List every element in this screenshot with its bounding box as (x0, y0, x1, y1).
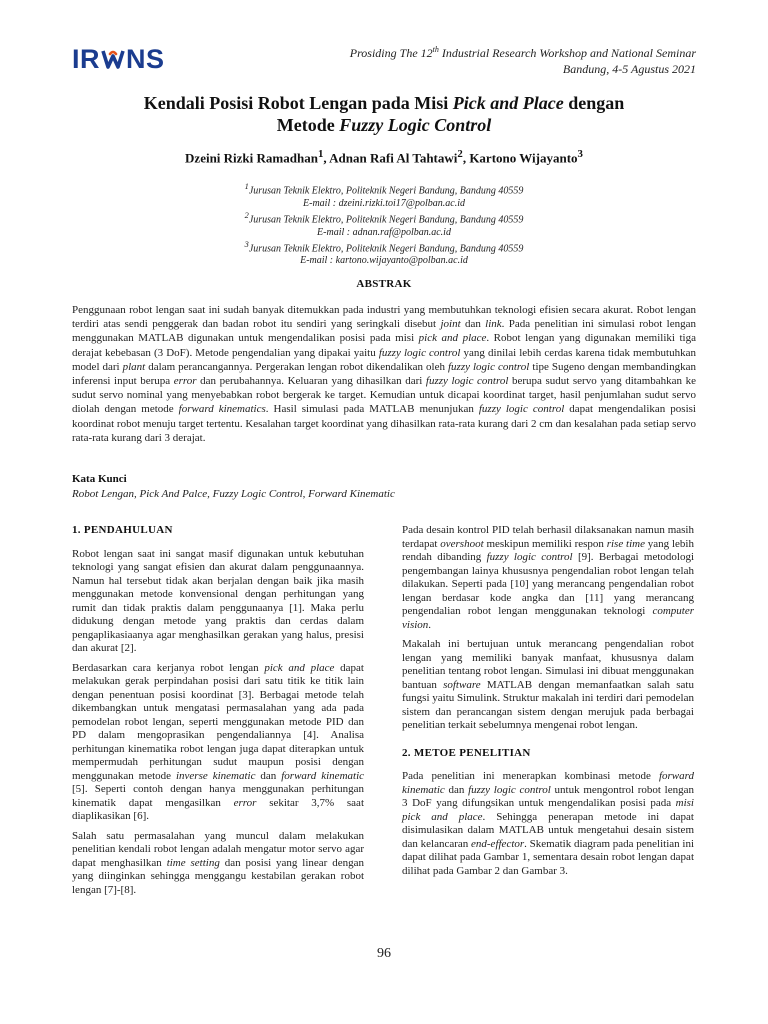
abstract-body: Penggunaan robot lengan saat ini sudah banyak ditemukkan pada industri yang membutuhkan teknologi efisien secara akurat. Robot lengan terdiri atas sendi penggerak dan badan robot itu sendiri yang seringkali disebut joint dan link. Pada penelitian ini simulasi robot lengan menggunakan MATLAB digunakan untuk mengendalikan posisi pada misi pick and place. Robot lengan yang digunakan memiliki tiga derajat kebebasan (3 DoF). Metode pengendalian yang dipakai yaitu fuzzy logic control yang dinilai lebih cerdas karena tidak membutuhkan model dari plant dalam perancangannya. Pergerakan lengan robot dikendalikan oleh fuzzy logic control tipe Sugeno dengan membandingkan inferensi input berupa error dan perubahannya. Keluaran yang dihasilkan dari fuzzy logic control berupa sudut servo yang ditambahkan ke sudut servo nominal yang menyebabkan robot bergerak ke target. Kemudian untuk dicapai koordinat target, hasil penjumlahan sudut servo diolah dengan metode forward kinematics. Hasil simulasi pada MATLAB menunjukan fuzzy logic control dapat mengendalikan posisi koordinat robot menuju target tertentu. Kesalahan target koordinat yang dihasilkan rata-rata kurang dari 2 cm dan kesalahan pada setiap servo rata-rata kurang dari 3 derajat. (72, 304, 696, 444)
author-list: Dzeini Rizki Ramadhan$^1$, Adnan Rafi Al Tahtawi$^2$, Kartono Wijayanto$^3$ (185, 148, 583, 166)
right-column (402, 524, 694, 884)
running-header (350, 42, 696, 77)
affiliations (60, 181, 708, 268)
affiliation-3: $^3$Jurusan Teknik Elektro, Politeknik Negeri Bandung, Bandung 40559 (244, 239, 524, 255)
affiliation-1-email: E-mail : dzeini.rizki.toi17@polban.ac.id (303, 197, 465, 209)
paragraph: Berdasarkan cara kerjanya robot lengan pick and place dapat melakukan gerak perpindahan posisi dari satu titik ke titik lain dengan penentuan posisi koordinat [3]. Berbagai metode telah dikembangkan untuk mengatasi permasalahan yang ada pada pemodelan robot lengan, seperti menggunakan metode PID dan PD dalam mengoprasikan pengendaliannya [4]. Analisa perhitungan kinematika robot lengan juga dapat diterapkan untuk mempermudah perhitungan sudut maupun posisi dengan menggunakan metode inverse kinematic dan forward kinematic [5]. Seperti contoh dengan hanya menggunakan perhitungan kinematik dapat mengasilkan error sekitar 3,7% saat diaplikasikan [6]. (72, 661, 365, 822)
running-header-line2: Bandung, 4-5 Agustus 2021 (562, 62, 696, 76)
abstract-heading: ABSTRAK (356, 278, 412, 290)
section-heading-metode: 2. METOE PENELITIAN (402, 746, 531, 759)
logo-emblem-icon (101, 47, 125, 71)
affiliation-3-email: E-mail : kartono.wijayanto@polban.ac.id (300, 255, 468, 267)
keywords-heading: Kata Kunci (72, 473, 127, 485)
paragraph: Salah satu permasalahan yang muncul dalam melakukan penelitian kendali robot lengan adalah mengatur motor servo agar dapat menghasilkan time setting dan posisi yang linear dengan yang diinginkan sehingga menggangu kestabilan gerakan robot lengan [7]-[8]. (72, 829, 364, 896)
paragraph: Robot lengan saat ini sangat masif digunakan untuk kebutuhan teknologi yang sangat efisien dan akurat dalam penggunaannya. Namun hal tersebut tidak akan berjalan dengan baik jika masih menggunakan metode konvensional dengan perhitungan yang rumit dan tidak praktis dalam penggunaanya [1]. Maka perlu didukung dengan metode yang praktis dan cerdas dalam pengaplikasiaanya agar menghasilkan gerakan yang halus, presisi dan akurat [2]. (72, 547, 364, 654)
paper-title: Kendali Posisi Robot Lengan pada Misi Pick and Place dengan Metode Fuzzy Logic Control (143, 93, 625, 135)
affiliation-1: $^1$Jurusan Teknik Elektro, Politeknik Negeri Bandung, Bandung 40559 (244, 182, 524, 197)
paragraph: Pada penelitian ini menerapkan kombinasi metode forward kinematic dan fuzzy logic control untuk mengontrol robot lengan 3 DoF yang difungsikan untuk mengendalikan posisi pada misi pick and place. Sehingga penerapan metode ini dapat disimulasikan dalam MATLAB untuk mengetahui desain sistem dan kelancaran end-effector. Skematik diagram pada penelitian ini dapat dilihat pada Gambar 1, sementara desain robot lengan dapat dilihat pada Gambar 2 dan Gambar 3. (402, 770, 695, 877)
logo-text-right: NS (126, 43, 165, 74)
paragraph: Makalah ini bertujuan untuk merancang pengendalian robot lengan yang memiliki banyak manfaat, khususnya dalam penelitian tentang robot lengan. Simulasi ini dibuat menggunakan bantuan software MATLAB dengan memanfaatkan salah satu fungsi yaitu Simulink. Struktur makalah ini terdiri dari pemodelan sistem dan perancangan sistem dengan merujuk pada berbagai penelitian terkait sebelumnya mengenai robot lengan. (402, 638, 694, 731)
keywords-list: Robot Lengan, Pick And Palce, Fuzzy Logic Control, Forward Kinematic (72, 488, 395, 500)
affiliation-2: $^2$Jurusan Teknik Elektro, Politeknik Negeri Bandung, Bandung 40559 (244, 210, 524, 226)
running-header-line1: Prosiding The 12th Industrial Research Workshop and National Seminar (349, 45, 696, 60)
logo-text-left: IR (72, 43, 100, 74)
affiliation-2-email: E-mail : adnan.raf@polban.ac.id (317, 226, 451, 238)
left-column (72, 524, 364, 903)
page-number: 96 (377, 946, 391, 961)
irons-logo (72, 44, 182, 74)
paragraph: Pada desain kontrol PID telah berhasil dilaksanakan namun masih terdapat overshoot meskipun memiliki respon rise time yang lebih rendah dibanding fuzzy logic control [9]. Berbagai metodologi pengembangan lainya khususnya pengendalian robot lengan telah dilakukan. Seperti pada [10] yang merancang pengendalian robot lengan berdasar kode angka dan [11] yang merancang pengendalian robot lengan menggunakan teknologi computer vision. (402, 524, 694, 631)
section-heading-pendahuluan: 1. PENDAHULUAN (72, 524, 173, 536)
